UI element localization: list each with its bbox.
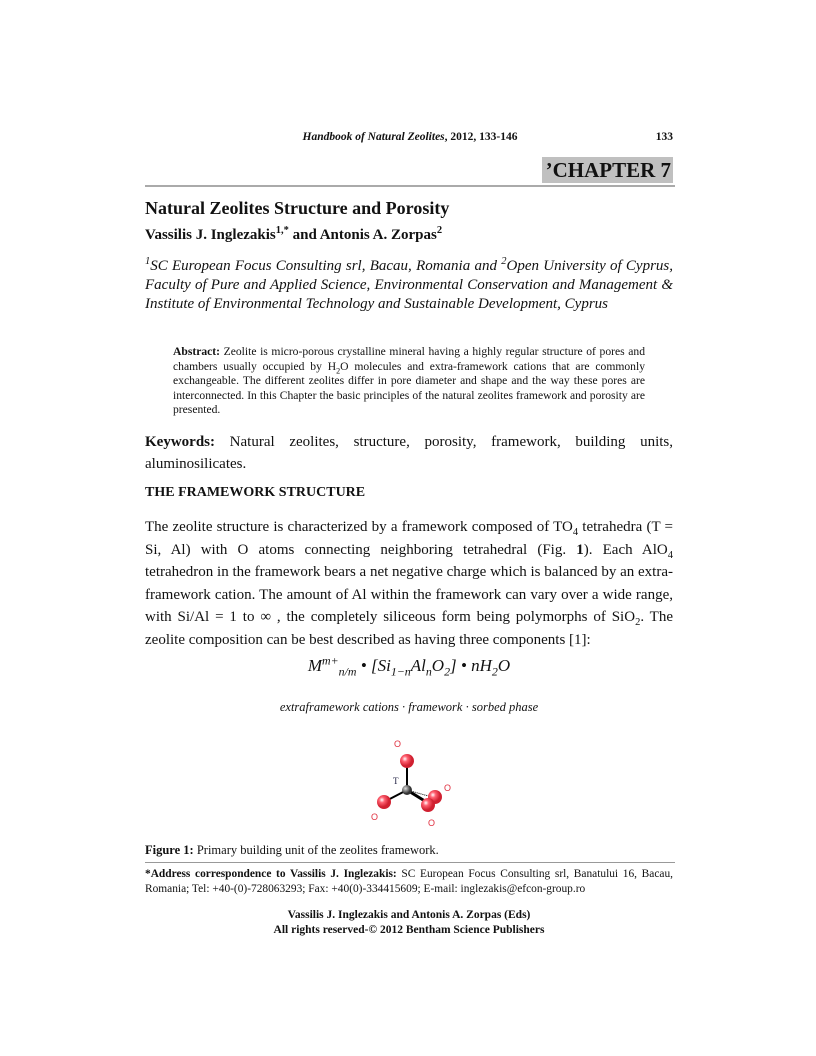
- formula: [145, 653, 673, 679]
- footer-editors: Vassilis J. Inglezakis and Antonis A. Zorpas (Eds): [287, 909, 531, 921]
- chapter-label: ’CHAPTER 7: [542, 157, 673, 183]
- aff-sup: 1: [145, 256, 151, 267]
- keywords: [145, 431, 673, 475]
- f: m+: [322, 653, 339, 668]
- subscript: 2: [635, 617, 641, 629]
- journal-details: , 2012, 133-146: [444, 131, 518, 143]
- body-paragraph: [145, 516, 673, 652]
- text: The zeolite structure is characterized by a framework composed of TO: [145, 519, 573, 535]
- f: ] • nH: [450, 656, 492, 675]
- f: • [Si: [356, 656, 391, 675]
- footnote-divider: [145, 862, 675, 863]
- figure-caption: [145, 843, 673, 858]
- oxygen-atom: [421, 798, 435, 812]
- aff-2: Open University of Cyprus, Faculty of Pure and Applied Science, Environmental Conservation and Management & Institute of Environmental Technology and Sustainable Development, Cyprus: [145, 258, 673, 312]
- oxygen-atom: [400, 754, 414, 768]
- page-footer: [145, 908, 673, 937]
- author-1: Vassilis J. Inglezakis: [145, 227, 276, 243]
- figure-reference-link[interactable]: 1: [576, 541, 584, 558]
- aff-1: SC European Focus Consulting srl, Bacau, Romania and: [150, 258, 502, 274]
- text: ). Each AlO: [583, 541, 668, 558]
- f: Al: [410, 656, 426, 675]
- subscript: 4: [667, 549, 673, 561]
- abstract: [173, 345, 645, 418]
- f: 2: [491, 664, 498, 679]
- keywords-label: Keywords:: [145, 434, 215, 450]
- chapter-title: Natural Zeolites Structure and Porosity: [145, 198, 450, 218]
- page-number: 133: [655, 131, 673, 143]
- tetrahedron-figure: [360, 740, 470, 830]
- f: O: [497, 656, 511, 675]
- figure-caption-text: Primary building unit of the zeolites framework.: [193, 843, 439, 857]
- footnote-text: SC European Focus Consulting srl, Banatului 16, Bacau, Romania; Tel: +40-(0)-728063293; Fax: +40(0)-334415609; E-mail: inglezakis@efcon-group.ro: [145, 868, 673, 895]
- text: tetrahedra (T = Si, Al) with O atoms connecting neighboring tetrahedral (Fig.: [145, 519, 673, 558]
- author-1-sup: 1,*: [275, 225, 289, 236]
- keywords-text: Natural zeolites, structure, porosity, framework, building units, aluminosilicates.: [145, 434, 673, 472]
- running-header: [210, 131, 610, 143]
- t-label: T: [393, 776, 399, 786]
- abstract-label: Abstract:: [173, 345, 221, 358]
- footer-copyright: All rights reserved-© 2012 Bentham Science Publishers: [273, 923, 545, 936]
- f: n/m: [338, 664, 357, 679]
- o-label: O: [371, 812, 379, 822]
- author-2: and Antonis A. Zorpas: [288, 227, 437, 243]
- footnote-label: *Address correspondence to Vassilis J. Inglezakis:: [145, 868, 397, 880]
- o-label: O: [428, 818, 436, 828]
- affiliations: [145, 257, 673, 313]
- aff-sup: 2: [501, 256, 507, 267]
- formula-caption: extraframework cations · framework · sorbed phase: [279, 700, 539, 714]
- figure-label: Figure 1:: [145, 843, 194, 857]
- t-atom: [402, 785, 412, 795]
- author-2-sup: 2: [436, 225, 443, 236]
- subscript: 4: [572, 527, 579, 538]
- section-heading: THE FRAMEWORK STRUCTURE: [145, 485, 366, 500]
- footnote: [145, 867, 673, 897]
- f: 2: [444, 664, 451, 679]
- text: . The zeolite composition can be best described as having three components [1]:: [145, 609, 673, 648]
- o-label: O: [444, 783, 452, 793]
- f: n: [425, 664, 432, 679]
- journal-name: Handbook of Natural Zeolites: [302, 131, 445, 143]
- abstract-text: O molecules and extra-framework cations that are commonly exchangeable. The different zeolites differ in pore diameter and shape and the way these pores are interconnected. In this Chapter the basic principles of the natural zeolites framework and porosity are presented.: [173, 359, 646, 417]
- text: tetrahedron in the framework bears a net negative charge which is balanced by an extra-framework cation. The amount of Al within the framework can vary over a wide range, with Si/Al = 1 to ∞ , the completely siliceous form being polymorphs of SiO: [145, 564, 673, 626]
- authors: [145, 227, 673, 244]
- f: 1−n: [390, 664, 411, 679]
- f: M: [307, 656, 323, 675]
- divider: [145, 185, 675, 187]
- abstract-text: Zeolite is micro-porous crystalline mineral having a highly regular structure of pores and chambers usually occupied by H: [173, 345, 645, 373]
- o-label: O: [394, 740, 402, 749]
- subscript: 2: [336, 365, 341, 375]
- f: O: [431, 656, 445, 675]
- oxygen-atom: [377, 795, 391, 809]
